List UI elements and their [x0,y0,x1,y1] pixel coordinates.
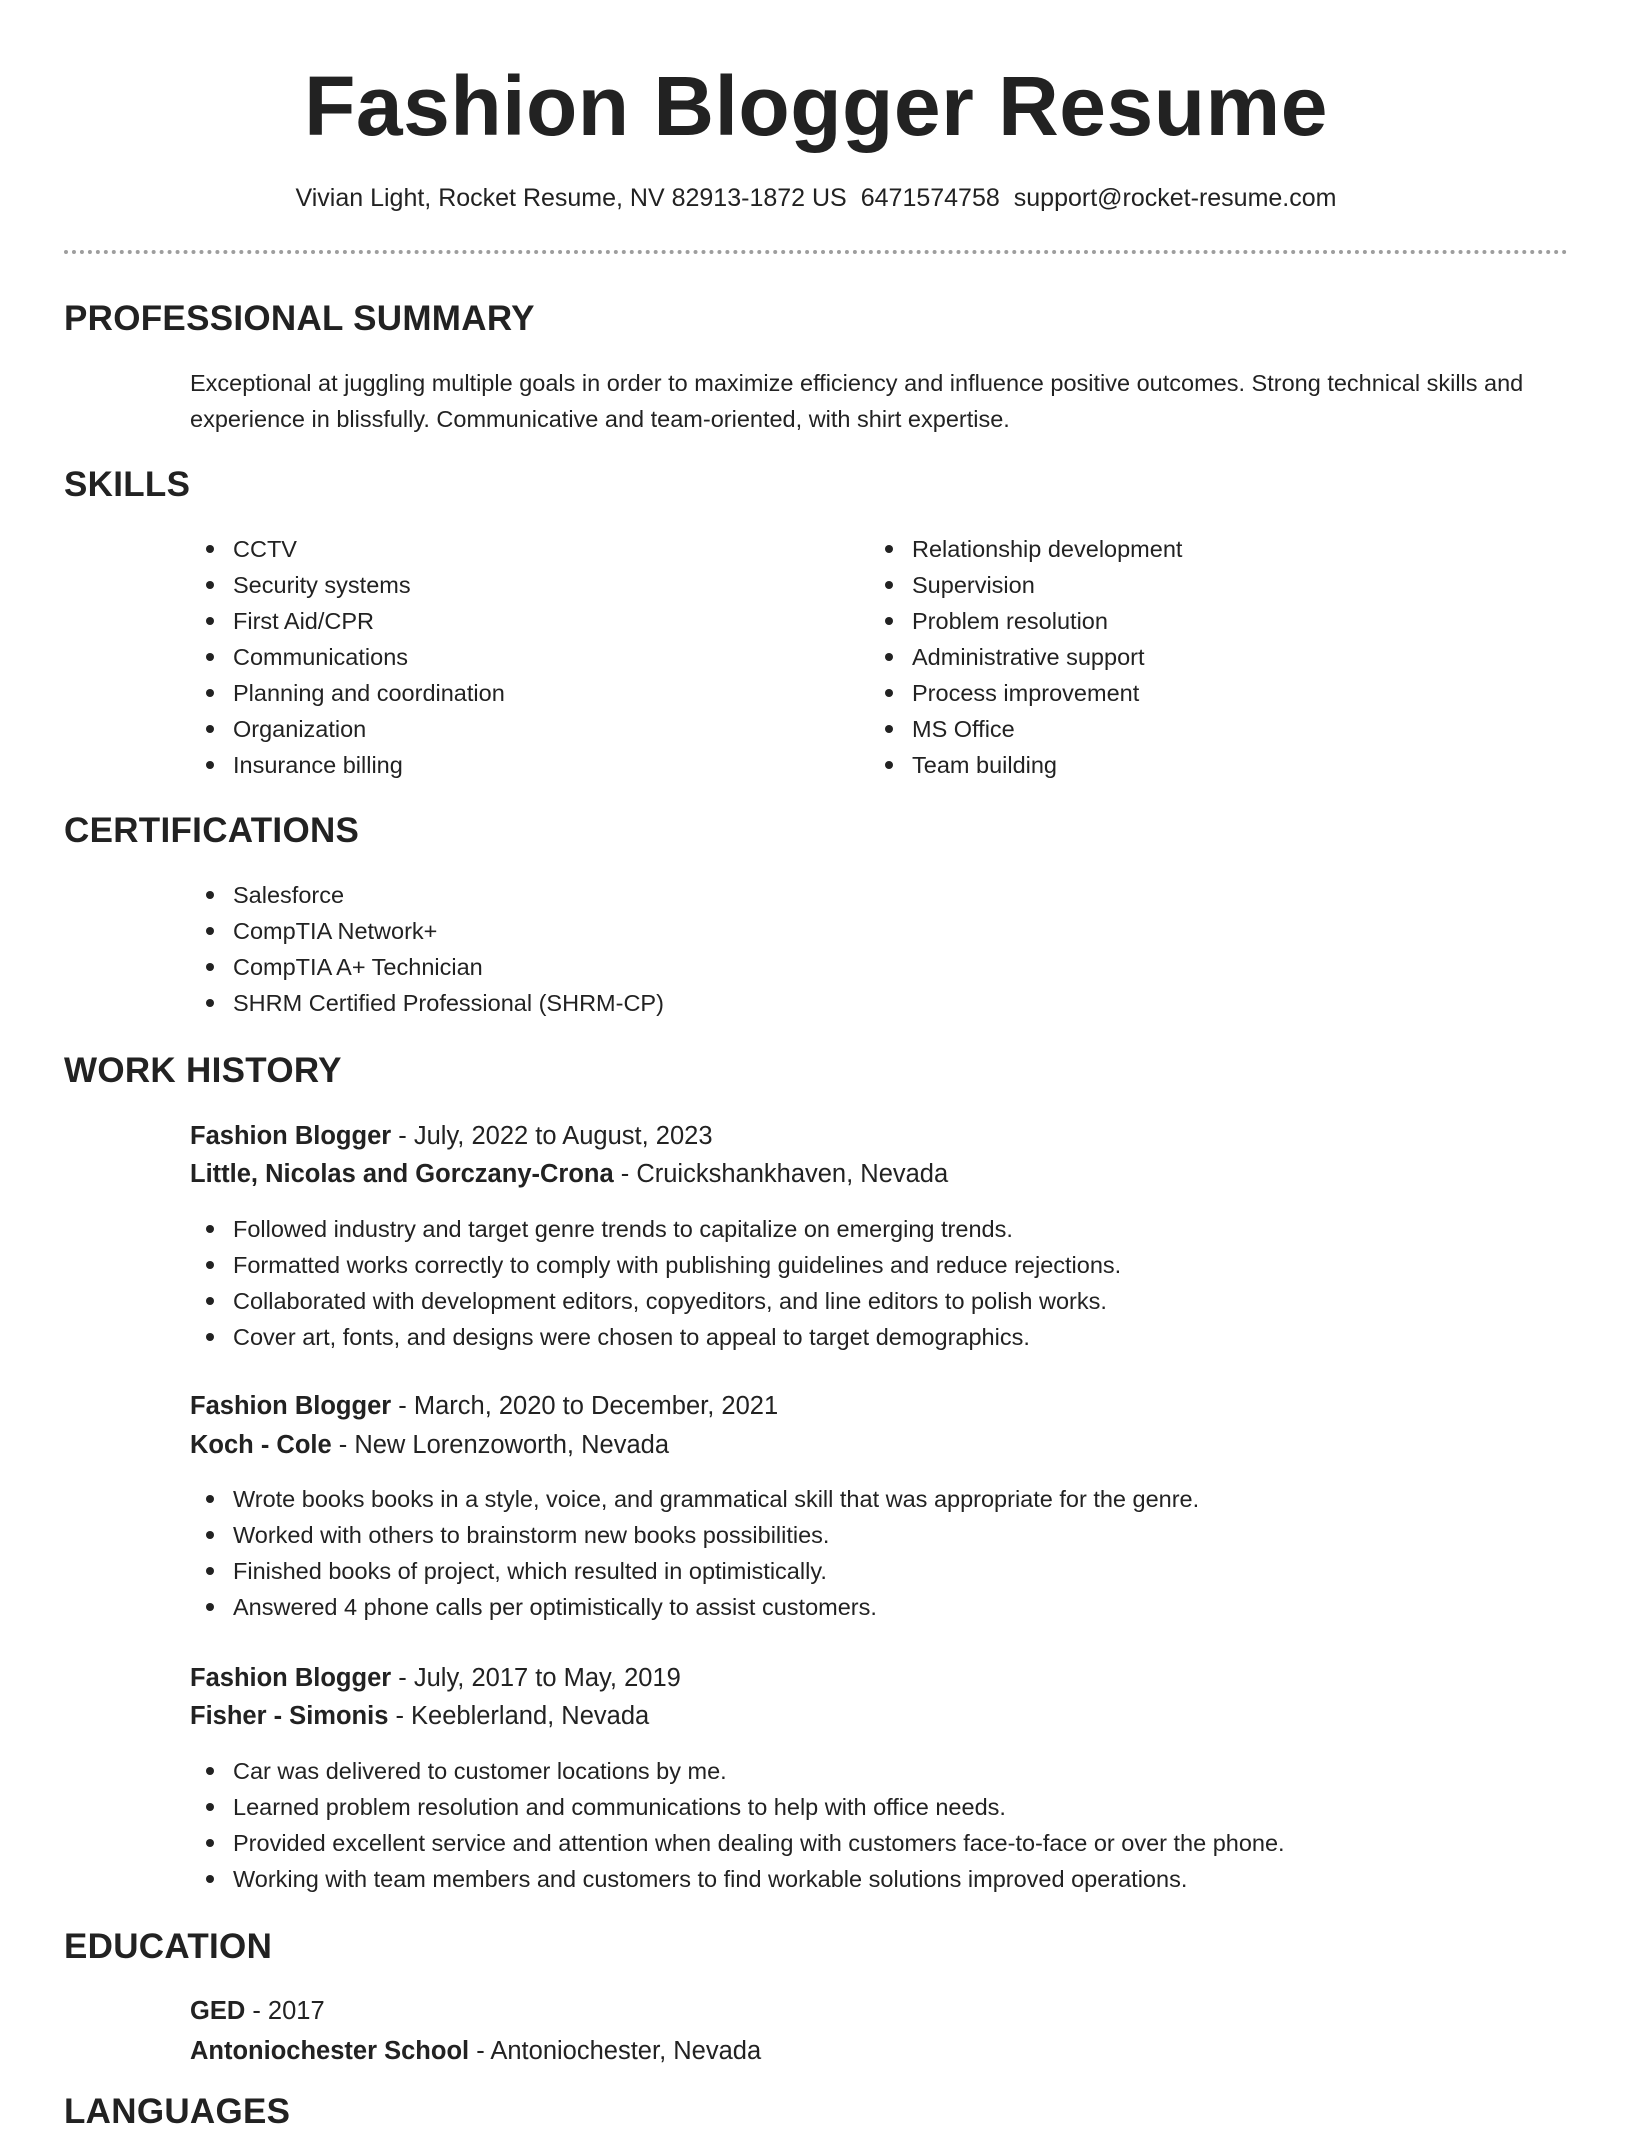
list-item: MS Office [869,711,1182,747]
job-company: Koch - Cole [190,1431,332,1459]
job-title-line [190,1659,681,1697]
contact-phone: 6471574758 [860,184,1000,212]
summary-heading: PROFESSIONAL SUMMARY [64,299,535,338]
page-title: Fashion Blogger Resume [304,59,1328,153]
list-item: Process improvement [869,675,1182,711]
job-dates: - July, 2022 to August, 2023 [391,1122,713,1150]
summary-text: Exceptional at juggling multiple goals in order to maximize efficiency and influence positive outcomes. Strong technical skills and experience in blissfully. Communicative and team-oriented, with shirt expertise. [190,370,1524,432]
job-title-line [190,1387,778,1425]
list-item: Working with team members and customers to find workable solutions improved operations. [190,1861,1285,1897]
job-company: Fisher - Simonis [190,1702,389,1730]
certifications-heading: CERTIFICATIONS [64,811,360,850]
job-bullets [190,1753,1285,1897]
list-item: Provided excellent service and attention when dealing with customers face-to-face or over the phone. [190,1825,1285,1861]
contact-address: Vivian Light, Rocket Resume, NV 82913-1872 US [295,184,847,212]
list-item: CCTV [190,531,505,567]
job-dates: - July, 2017 to May, 2019 [391,1664,681,1692]
education-location: - Antoniochester, Nevada [469,2037,762,2065]
list-item: Organization [190,711,505,747]
job-title: Fashion Blogger [190,1122,392,1150]
list-item: First Aid/CPR [190,603,505,639]
list-item: Wrote books books in a style, voice, and grammatical skill that was appropriate for the genre. [190,1481,1199,1517]
job-title: Fashion Blogger [190,1664,392,1692]
list-item: Insurance billing [190,747,505,783]
certifications-list [190,877,664,1021]
contact-line [0,180,1632,216]
list-item: Relationship development [869,531,1182,567]
list-item: Supervision [869,567,1182,603]
list-item: Finished books of project, which resulted in optimistically. [190,1553,1199,1589]
list-item: Team building [869,747,1182,783]
job-title: Fashion Blogger [190,1392,392,1420]
list-item: Followed industry and target genre trends to capitalize on emerging trends. [190,1211,1121,1247]
job-bullets [190,1211,1121,1355]
contact-email: support@rocket-resume.com [1013,184,1337,212]
list-item: CompTIA Network+ [190,913,664,949]
list-item: Administrative support [869,639,1182,675]
list-item: CompTIA A+ Technician [190,949,664,985]
list-item: Salesforce [190,877,664,913]
skills-heading: SKILLS [64,465,191,504]
job-company: Little, Nicolas and Gorczany-Crona [190,1160,614,1188]
list-item: Worked with others to brainstorm new books possibilities. [190,1517,1199,1553]
list-item: Answered 4 phone calls per optimistically to assist customers. [190,1589,1199,1625]
job-company-line [190,1155,948,1193]
list-item: Car was delivered to customer locations by me. [190,1753,1285,1789]
job-location: - New Lorenzoworth, Nevada [331,1431,669,1459]
list-item: Planning and coordination [190,675,505,711]
job-company-line [190,1697,649,1735]
list-item: Security systems [190,567,505,603]
skills-list-left [190,531,505,783]
job-bullets [190,1481,1199,1625]
header-divider [64,250,1568,254]
list-item: Collaborated with development editors, copyeditors, and line editors to polish works. [190,1283,1121,1319]
list-item: Cover art, fonts, and designs were chosen to appeal to target demographics. [190,1319,1121,1355]
education-year: - 2017 [245,1997,325,2025]
job-title-line [190,1117,713,1155]
skills-list-right [869,531,1182,783]
work-history-heading: WORK HISTORY [64,1051,342,1090]
education-heading: EDUCATION [64,1927,273,1966]
job-company-line [190,1426,669,1464]
list-item: Communications [190,639,505,675]
education-school: Antoniochester School [190,2037,470,2065]
education-school-line [190,2032,761,2070]
education-degree: GED [190,1997,246,2025]
job-location: - Cruickshankhaven, Nevada [613,1160,949,1188]
job-location: - Keeblerland, Nevada [388,1702,650,1730]
list-item: Problem resolution [869,603,1182,639]
list-item: Formatted works correctly to comply with publishing guidelines and reduce rejections. [190,1247,1121,1283]
education-degree-line [190,1992,325,2030]
list-item: SHRM Certified Professional (SHRM-CP) [190,985,664,1021]
languages-heading: LANGUAGES [64,2092,291,2131]
job-dates: - March, 2020 to December, 2021 [391,1392,779,1420]
list-item: Learned problem resolution and communications to help with office needs. [190,1789,1285,1825]
